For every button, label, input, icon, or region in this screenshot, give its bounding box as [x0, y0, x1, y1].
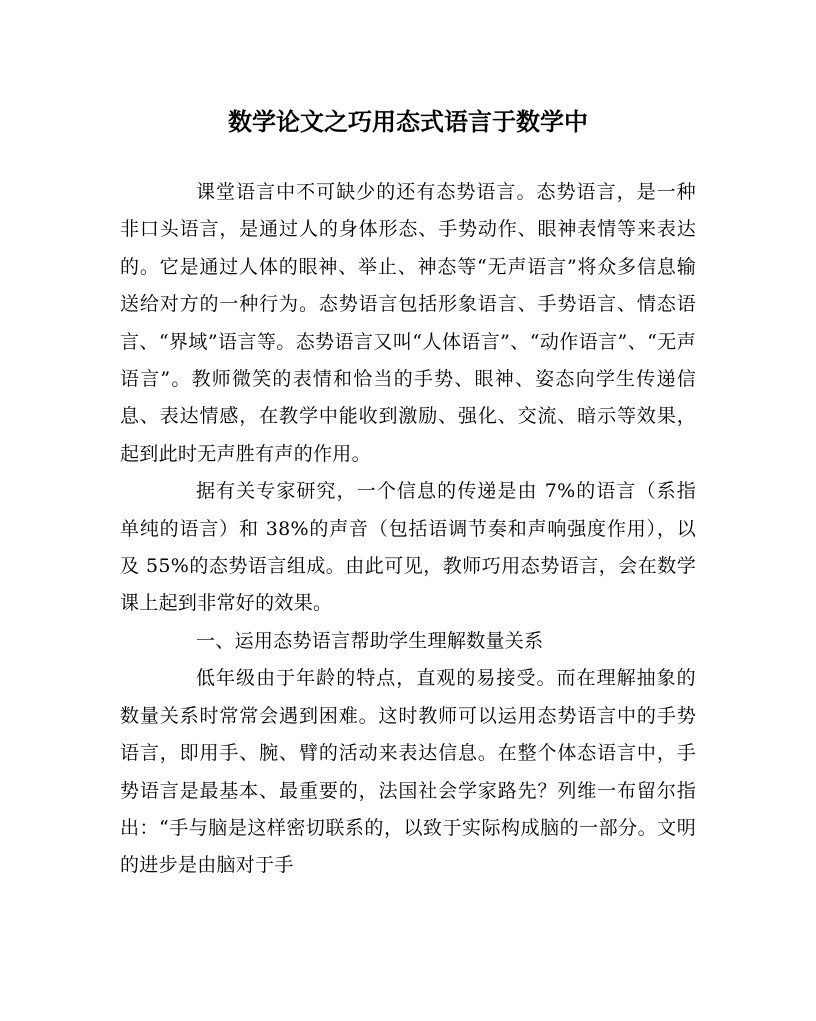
paragraph-section-body: 低年级由于年龄的特点，直观的易接受。而在理解抽象的数量关系时常常会遇到困难。这时教师可以运用态势语言中的手势语言，即用手、腕、臂的活动来表达信息。在整个体态语言中，手势语言是最基本、最重要的，法国社会学家路先？列维一布留尔指出：“手与脑是这样密切联系的，以致于实际构成脑的一部分。文明的进步是由脑对于手 [120, 667, 696, 877]
document-title: 数学论文之巧用态式语言于数学中 [228, 108, 588, 136]
paragraph-body-language-intro: 课堂语言中不可缺少的还有态势语言。态势语言，是一种非口头语言，是通过人的身体形态、手势动作、眼神表情等来表达的。它是通过人体的眼神、举止、神态等“无声语言”将众多信息输送给对方的一种行为。态势语言包括形象语言、手势语言、情态语言、“界域”语言等。态势语言又叫“人体语言”、“动作语言”、“无声语言”。教师微笑的表情和恰当的手势、眼神、姿态向学生传递信息、表达情感，在教学中能收到激励、强化、交流、暗示等效果，起到此时无声胜有声的作用。 [120, 181, 696, 465]
section-heading: 一、运用态势语言帮助学生理解数量关系 [196, 629, 544, 652]
paragraph-expert-research: 据有关专家研究，一个信息的传递是由 7%的语言（系指单纯的语言）和 38%的声音（包括语调节奏和声响强度作用），以及 55%的态势语言组成。由此可见，教师巧用态势语言，会在数学课上起到非常好的效果。 [120, 480, 696, 615]
document-page [120, 104, 696, 885]
